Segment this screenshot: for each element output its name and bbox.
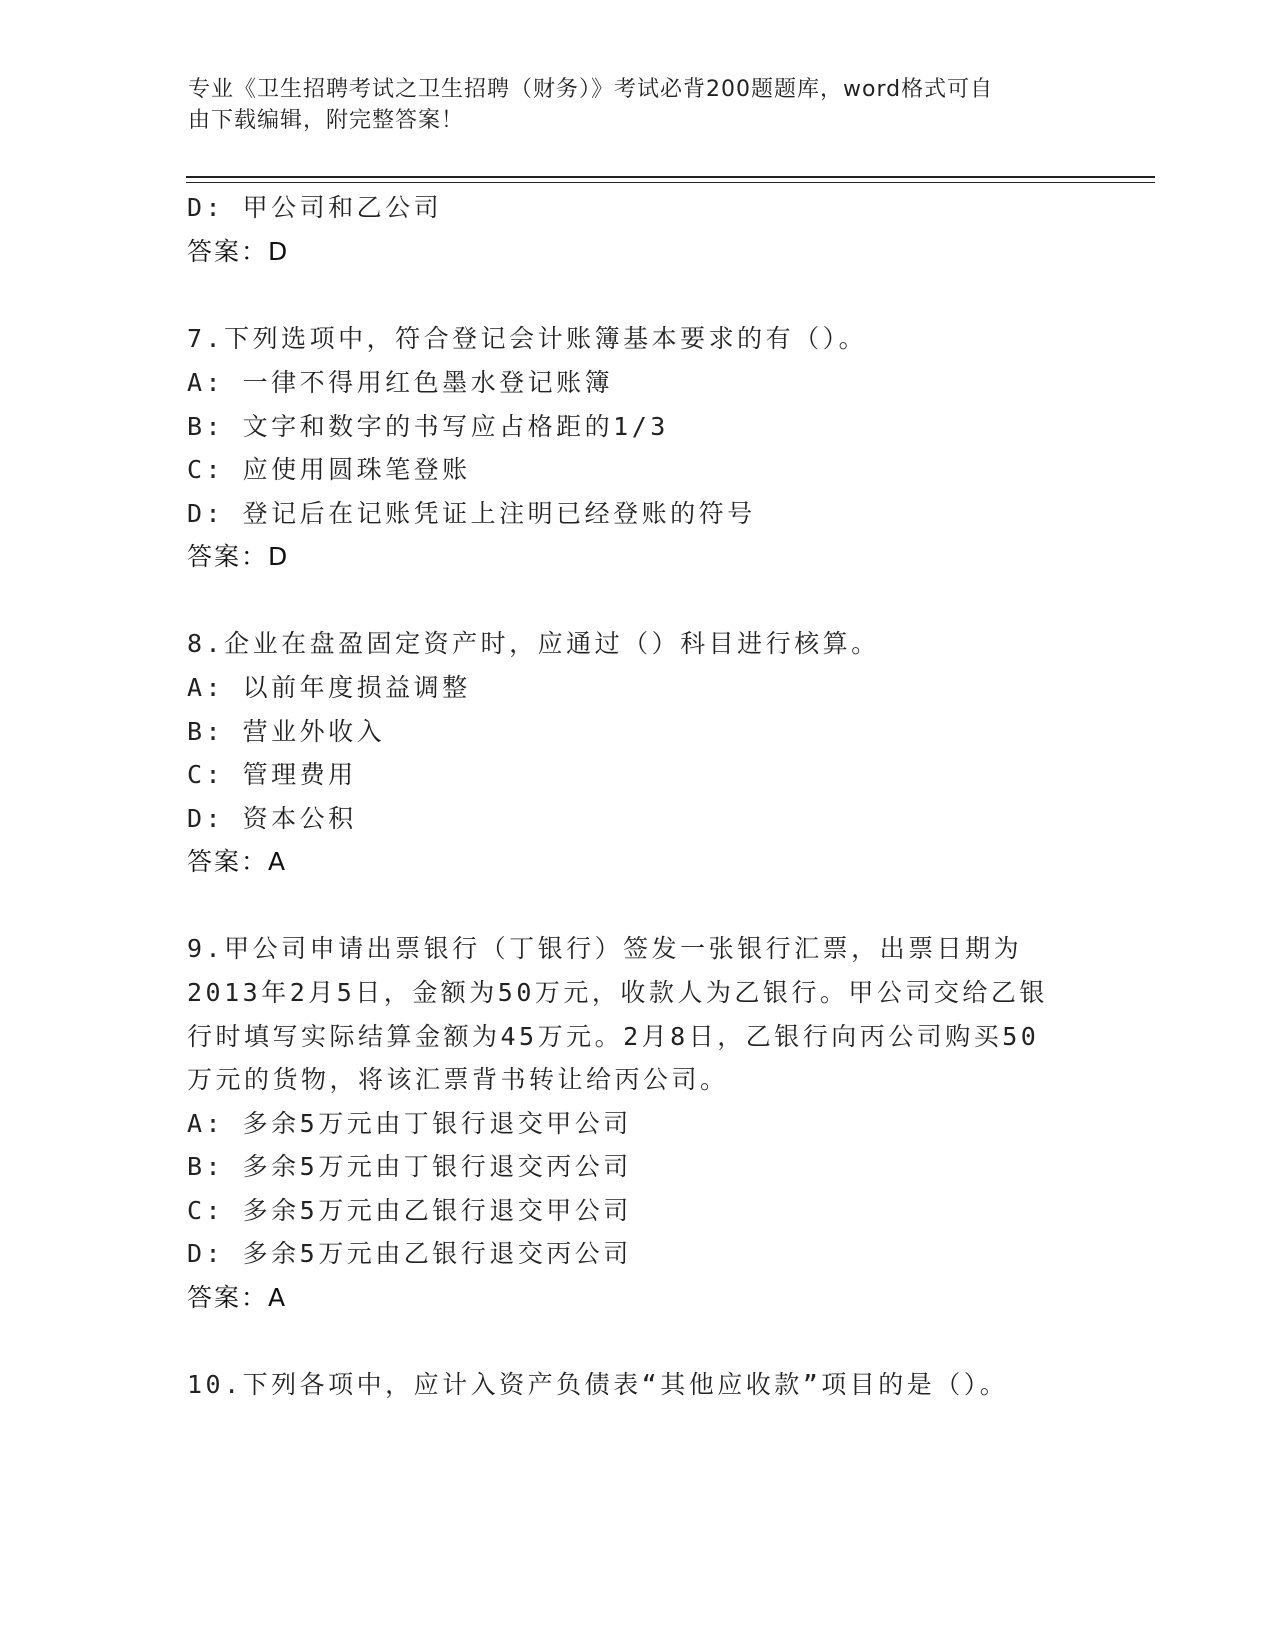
q7-question: 7.下列选项中，符合登记会计账簿基本要求的有（）。 bbox=[187, 324, 868, 353]
q9-option-d: D: 多余5万元由乙银行退交丙公司 bbox=[187, 1239, 632, 1268]
q7-option-d: D: 登记后在记账凭证上注明已经登账的符号 bbox=[187, 499, 756, 528]
document-header bbox=[188, 74, 1088, 136]
q10-question: 10.下列各项中，应计入资产负债表“其他应收款”项目的是（）。 bbox=[187, 1370, 1009, 1399]
header-line-1: 专业《卫生招聘考试之卫生招聘（财务）》考试必背200题题库，word格式可自 bbox=[188, 77, 994, 102]
q8-question: 8.企业在盘盈固定资产时，应通过（）科目进行核算。 bbox=[187, 629, 880, 658]
q7-answer: 答案：D bbox=[187, 542, 290, 571]
q8-answer: 答案：A bbox=[187, 847, 288, 876]
q9-answer: 答案：A bbox=[187, 1283, 288, 1312]
q7-option-a: A: 一律不得用红色墨水登记账簿 bbox=[187, 368, 614, 397]
q9-question-line-2: 2013年2月5日，金额为50万元，收款人为乙银行。甲公司交给乙银 bbox=[187, 978, 1048, 1007]
q6-answer: 答案：D bbox=[187, 237, 290, 266]
q9-question-line-3: 行时填写实际结算金额为45万元。2月8日，乙银行向丙公司购买50 bbox=[187, 1022, 1040, 1051]
q9-option-c: C: 多余5万元由乙银行退交甲公司 bbox=[187, 1196, 632, 1225]
q7-option-b: B: 文字和数字的书写应占格距的1/3 bbox=[187, 412, 669, 441]
q9-option-a: A: 多余5万元由丁银行退交甲公司 bbox=[187, 1109, 632, 1138]
q8-option-a: A: 以前年度损益调整 bbox=[187, 673, 471, 702]
q8-option-c: C: 管理费用 bbox=[187, 760, 357, 789]
q8-option-b: B: 营业外收入 bbox=[187, 717, 386, 746]
q6-option-d: D: 甲公司和乙公司 bbox=[187, 193, 443, 222]
header-divider-thin bbox=[186, 182, 1155, 183]
q9-question-line-1: 9.甲公司申请出票银行（丁银行）签发一张银行汇票，出票日期为 bbox=[187, 934, 1023, 963]
q9-option-b: B: 多余5万元由丁银行退交丙公司 bbox=[187, 1152, 632, 1181]
q9-question-line-4: 万元的货物，将该汇票背书转让给丙公司。 bbox=[187, 1065, 729, 1094]
q7-option-c: C: 应使用圆珠笔登账 bbox=[187, 455, 471, 484]
header-line-2: 由下载编辑，附完整答案！ bbox=[188, 108, 465, 133]
header-divider-thick bbox=[186, 176, 1155, 178]
q8-option-d: D: 资本公积 bbox=[187, 804, 357, 833]
